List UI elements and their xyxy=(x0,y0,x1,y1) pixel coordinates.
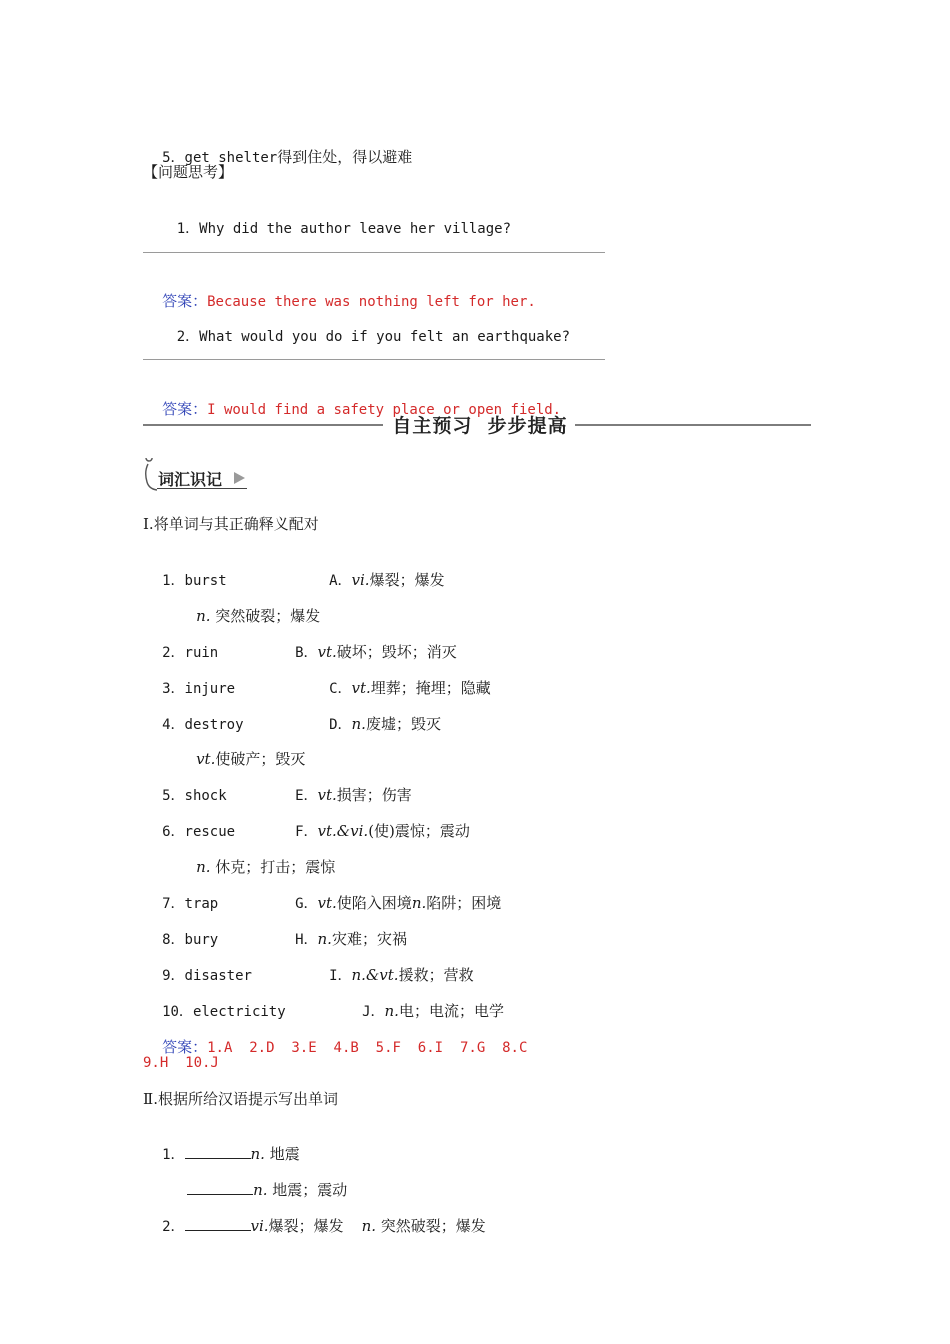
definition: 电；电流；电学 xyxy=(398,1002,504,1020)
definition: 地震 xyxy=(264,1145,300,1163)
part-of-speech: vt. xyxy=(196,750,216,768)
phrase-number: 5． xyxy=(162,150,185,166)
part-of-speech: n. xyxy=(196,607,211,625)
definition: 援救；营救 xyxy=(398,966,474,984)
answer-label: 答案： xyxy=(162,400,208,418)
question-2 xyxy=(143,307,570,367)
row-word: disaster xyxy=(184,968,252,984)
question-number: 2． xyxy=(176,329,200,345)
definition: 灾难；灾祸 xyxy=(331,930,407,948)
part-of-speech: vi. xyxy=(250,1217,269,1235)
option-letter: I． xyxy=(329,968,352,984)
definition: 爆裂；爆发 xyxy=(268,1217,344,1235)
option-letter: H． xyxy=(295,932,318,948)
match-def-D xyxy=(310,694,441,755)
banner-right-rule xyxy=(575,424,811,426)
definition: 休克；打击；震惊 xyxy=(210,858,336,876)
definition: (使)震惊；震动 xyxy=(368,822,470,840)
row-number: 6． xyxy=(162,824,185,840)
section2-heading: Ⅱ.根据所给汉语提示写出单词 xyxy=(143,1090,338,1108)
banner-title: 自主预习 步步提高 xyxy=(392,415,568,437)
definition: 损害；伤害 xyxy=(336,786,412,804)
item-number: 2． xyxy=(162,1219,185,1235)
think-heading: 【问题思考】 xyxy=(143,163,234,181)
answer-blank[interactable] xyxy=(185,1216,251,1231)
part-of-speech: vt. xyxy=(351,679,371,697)
definition: 陷阱；困境 xyxy=(426,894,502,912)
definition: 废墟；毁灭 xyxy=(365,715,441,733)
part-of-speech: n. xyxy=(196,858,211,876)
match-def-A xyxy=(310,550,445,611)
definition: 使陷入困境 xyxy=(336,894,412,912)
answer-text: Because there was nothing left for her. xyxy=(207,294,536,310)
triangle-right-icon xyxy=(234,472,245,484)
answer-blank[interactable] xyxy=(185,1144,251,1159)
row-number: 3． xyxy=(162,681,185,697)
part-of-speech: n. xyxy=(411,894,427,912)
option-letter: D． xyxy=(329,717,352,733)
part-of-speech: n.&vt. xyxy=(351,966,399,984)
option-letter: E． xyxy=(295,788,318,804)
answer-label: 答案： xyxy=(162,292,208,310)
phrase-english: get shelter xyxy=(184,150,278,166)
row-number: 8． xyxy=(162,932,185,948)
part-of-speech: n. xyxy=(361,1217,377,1235)
option-letter: B． xyxy=(295,645,318,661)
row-word: destroy xyxy=(184,717,244,733)
part-of-speech: vt. xyxy=(317,643,337,661)
phrase-chinese: 得到住处，得以避难 xyxy=(277,148,413,166)
question-text: Why did the author leave her village? xyxy=(199,221,512,237)
row-word: ruin xyxy=(184,645,219,661)
row-word: electricity xyxy=(192,1004,286,1020)
row-number: 7． xyxy=(162,896,185,912)
answer-text: 1.A 2.D 3.E 4.B 5.F 6.I 7.G 8.C xyxy=(207,1040,528,1056)
vocab-badge xyxy=(143,458,263,492)
row-number: 1． xyxy=(162,573,185,589)
row-number: 9． xyxy=(162,968,185,984)
definition: 地震；震动 xyxy=(267,1181,348,1199)
answer-line-2 xyxy=(143,359,605,360)
definition: 突然破裂；爆发 xyxy=(376,1217,486,1235)
row-number: 10． xyxy=(162,1004,193,1020)
definition: 爆裂；爆发 xyxy=(369,571,445,589)
section1-answer-cont: 9.H 10.J xyxy=(143,1055,219,1071)
question-number: 1． xyxy=(176,221,200,237)
part-of-speech: vt. xyxy=(317,786,337,804)
definition: 埋葬；掩埋；隐藏 xyxy=(370,679,491,697)
section-banner xyxy=(143,410,811,440)
row-word: shock xyxy=(184,788,227,804)
part-of-speech: n. xyxy=(384,1002,399,1020)
answer-line-1 xyxy=(143,252,605,253)
part-of-speech: n. xyxy=(253,1181,268,1199)
badge-underline xyxy=(157,488,247,489)
option-letter: F． xyxy=(295,824,318,840)
part-of-speech: n. xyxy=(317,930,332,948)
option-letter: G． xyxy=(295,896,318,912)
answer-text: I would find a safety place or open field. xyxy=(207,402,562,418)
definition: 使破产；毁灭 xyxy=(215,750,306,768)
option-letter: C． xyxy=(329,681,352,697)
part-of-speech: vi. xyxy=(351,571,370,589)
row-word: trap xyxy=(184,896,219,912)
answer-blank[interactable] xyxy=(187,1180,253,1195)
row-number: 4． xyxy=(162,717,185,733)
row-number: 5． xyxy=(162,788,185,804)
row-word: injure xyxy=(184,681,236,697)
option-letter: J． xyxy=(362,1004,385,1020)
part-of-speech: vt.&vi. xyxy=(317,822,369,840)
part-of-speech: vt. xyxy=(317,894,337,912)
row-word: rescue xyxy=(184,824,236,840)
row-word: bury xyxy=(184,932,219,948)
vocab-badge-label: 词汇识记 xyxy=(158,470,223,489)
question-1 xyxy=(143,199,511,259)
row-number: 2． xyxy=(162,645,185,661)
part-of-speech: n. xyxy=(250,1145,265,1163)
question-text: What would you do if you felt an earthquake? xyxy=(199,329,571,345)
section1-heading: Ⅰ.将单词与其正确释义配对 xyxy=(143,515,319,533)
definition: 破坏；毁坏；消灭 xyxy=(336,643,457,661)
item-number: 1． xyxy=(162,1147,185,1163)
option-letter: A． xyxy=(329,573,352,589)
answer-label: 答案： xyxy=(162,1038,208,1056)
part-of-speech: n. xyxy=(351,715,366,733)
fill-item-2 xyxy=(143,1196,486,1257)
definition: 突然破裂；爆发 xyxy=(210,607,321,625)
row-word: burst xyxy=(184,573,227,589)
banner-left-rule xyxy=(143,424,383,426)
